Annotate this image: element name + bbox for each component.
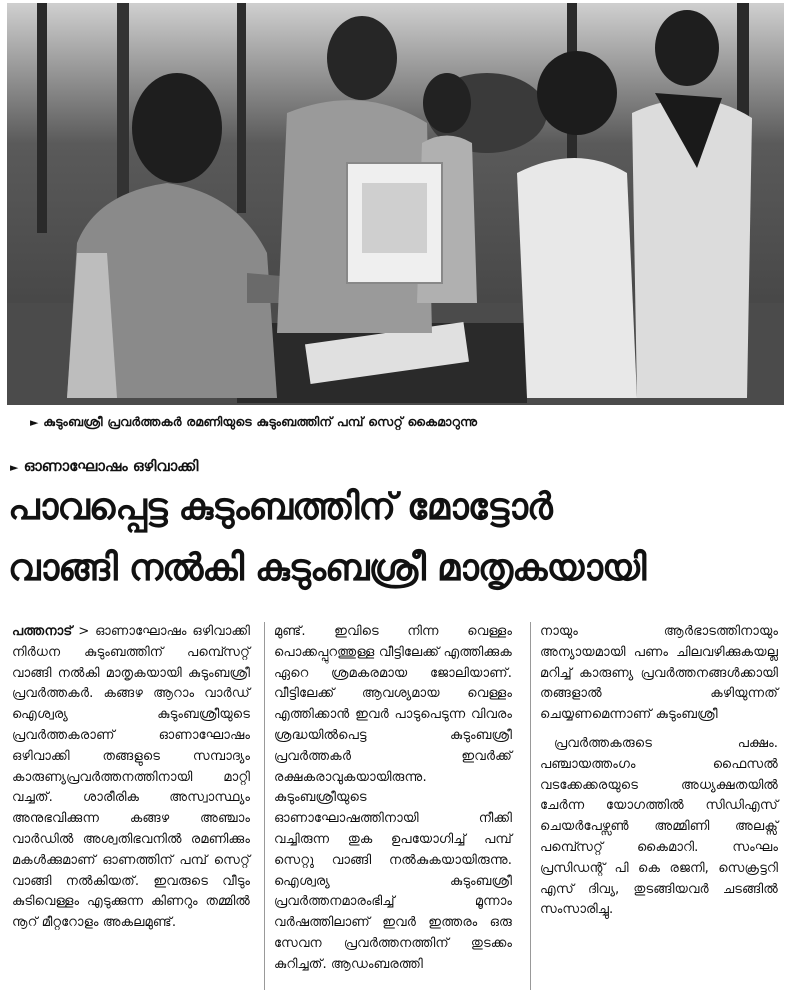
caption-marker-icon: ► — [30, 416, 39, 429]
news-photo — [7, 3, 784, 405]
kicker-text: ഓണാഘോഷം ഒഴിവാക്കി — [23, 457, 199, 475]
article-column-2 — [274, 622, 512, 976]
article-column-1 — [12, 622, 250, 934]
photo-caption — [30, 414, 477, 430]
article-paragraph: പ്രവർത്തകരുടെ പക്ഷം. പഞ്ചായത്തംഗം ഫൈസൽ വടക്കേക്കരയുടെ അധ്യക്ഷതയിൽ ചേർന്ന യോഗത്തിൽ സിഡിഎസ് ചെയർപേഴ്സൺ അമ്മിണി അലക്സ് പമ്പ്സെറ്റ് കൈമാറി. സംഘം പ്രസിഡന്റ് പി കെ രജനി, സെക്രട്ടറി എസ് ദിവ്യ, തുടങ്ങിയവർ ചടങ്ങിൽ സംസാരിച്ചു. — [540, 735, 778, 918]
column-divider — [264, 622, 265, 990]
article-text: ഓണാഘോഷം ഒഴിവാക്കി നിർധന കുടുംബത്തിന് പമ്പ്സെറ്റ് വാങ്ങി നൽകി മാതൃകയായി കുടുംബശ്രീ പ്രവർത്തകർ. കങ്ങഴ ആറാം വാർഡ് ഐശ്വര്യ കുടുംബശ്രീയുടെ പ്രവർത്തകരാണ് ഓണാഘോഷം ഒഴിവാക്കി തങ്ങളുടെ സമ്പാദ്യം കാരുണ്യപ്രവർത്തനത്തിനായി മാറ്റി വച്ചത്. ശാരീരിക അസ്വാസ്ഥ്യം അനുഭവിക്കുന്ന കങ്ങഴ അഞ്ചാം വാർഡിൽ അശ്വതിഭവനിൽ രമണിക്കും മകൾക്കുമാണ് ഓണത്തിന് പമ്പ് സെറ്റ് വാങ്ങി നൽകിയത്. ഇവരുടെ വീടും കുടിവെള്ളം എടുക്കുന്ന കിണറും തമ്മിൽ നൂറ് മീറ്ററോളം അകലമുണ്ട്. — [12, 624, 250, 931]
article-paragraph: നായും ആർഭാടത്തിനായും അന്യായമായി പണം ചിലവഴിക്കുകയല്ല മറിച്ച് കാരുണ്യ പ്രവർത്തനങ്ങൾക്കായി തങ്ങളാൽ കഴിയുന്നത് ചെയ്യണമെന്നാണ് കുടുംബശ്രീ — [540, 624, 778, 723]
headline-line-1: പാവപ്പെട്ട കുടുംബത്തിന് മോട്ടോർ — [8, 485, 552, 528]
dateline: പത്തനാട് — [12, 624, 73, 639]
headline-line-2: വാങ്ങി നൽകി കുടുംബശ്രീ മാതൃകയായി — [8, 546, 646, 589]
article-paragraph — [12, 622, 250, 934]
column-divider — [530, 622, 531, 990]
article-paragraph: മുണ്ട്. ഇവിടെ നിന്ന വെള്ളം പൊക്കപ്പുറത്തുള്ള വീട്ടിലേക്ക് എത്തിക്കുക ഏറെ ശ്രമകരമായ ജോലിയാണ്. വീട്ടിലേക്ക് ആവശ്യമായ വെള്ളം എത്തിക്കാൻ ഇവർ പാടുപെടുന്ന വിവരം ശ്രദ്ധയിൽപെട്ട കുടുംബശ്രീ പ്രവർത്തകർ ഇവർക്ക് രക്ഷകരാവുകയായിരുന്നു. കുടുംബശ്രീയുടെ ഓണാഘോഷത്തിനായി നീക്കി വച്ചിരുന്ന തുക ഉപയോഗിച്ച് പമ്പ് സെറ്റു വാങ്ങി നൽകുകയായിരുന്നു. ഐശ്വര്യ കുടുംബശ്രീ പ്രവർത്തനമാരംഭിച്ച് മൂന്നാം വർഷത്തിലാണ് ഇവർ ഇത്തരം ഒരു സേവന പ്രവർത്തനത്തിന് തുടക്കം കുറിച്ചത്. ആഡംബരത്തി — [274, 624, 512, 972]
photo-icon — [7, 3, 784, 405]
caption-text: കുടുംബശ്രീ പ്രവർത്തകർ രമണിയുടെ കുടുംബത്തിന് പമ്പ് സെറ്റ് കൈമാറുന്നു — [43, 414, 478, 429]
kicker-marker-icon: ► — [10, 461, 19, 474]
kicker — [10, 457, 198, 475]
dateline-separator: > — [78, 624, 90, 639]
article-column-3 — [540, 622, 778, 921]
